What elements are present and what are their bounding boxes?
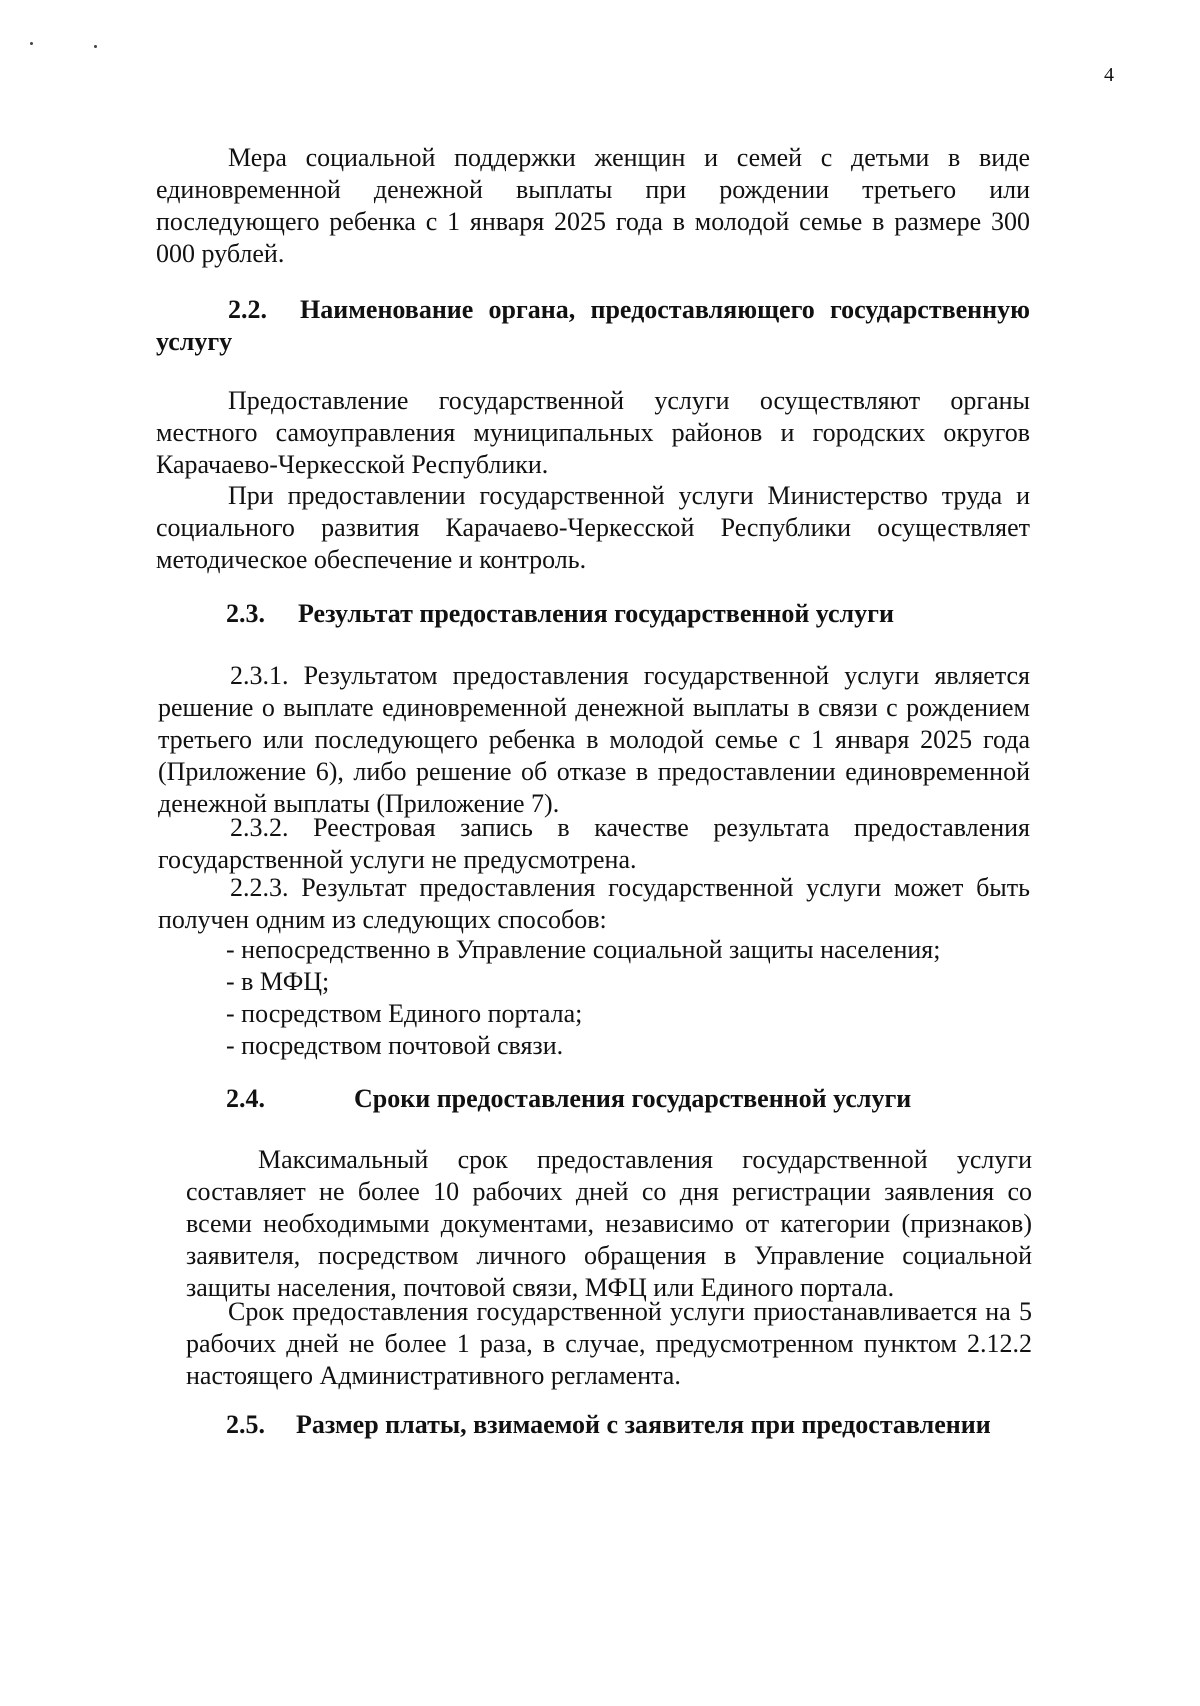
section-2-3-paragraph: 2.2.3. Результат предоставления государственной услуги может быть получен одним из следующих способов: (158, 873, 1030, 934)
section-2-3-paragraph: 2.3.2. Реестровая запись в качестве результата предоставления государственной услуги не предусмотрена. (158, 813, 1030, 874)
list-item: - посредством почтовой связи. (226, 1031, 564, 1060)
delivery-methods-list (226, 934, 1030, 1062)
scan-speck (30, 42, 33, 45)
section-title: Сроки предоставления государственной услуги (354, 1084, 912, 1113)
page-number: 4 (1104, 64, 1114, 86)
section-2-3-heading (226, 598, 1030, 630)
section-2-4-paragraph: Максимальный срок предоставления государственной услуги составляет не более 10 рабочих дней со дня регистрации заявления со всеми необходимыми документами, независимо от категории (признаков) заявителя, посредством личного обращения в Управление социальной защиты населения, почтовой связи, МФЦ или Единого портала. (186, 1145, 1032, 1302)
section-number: 2.2. (228, 295, 267, 324)
section-title: Результат предоставления государственной услуги (298, 599, 894, 628)
section-number: 2.3. (226, 599, 265, 628)
section-2-5-heading (226, 1409, 1032, 1441)
section-2-4-paragraph: Срок предоставления государственной услуги приостанавливается на 5 рабочих дней не более 1 раза, в случае, предусмотренном пунктом 2.12.2 настоящего Административного регламента. (186, 1297, 1032, 1390)
list-item: - посредством Единого портала; (226, 999, 583, 1028)
section-number: 2.5. (226, 1410, 265, 1439)
scan-speck (94, 45, 97, 48)
section-title: Наименование органа, предоставляющего государственную услугу (156, 295, 1030, 356)
list-item: - непосредственно в Управление социальной защиты населения; (226, 935, 941, 964)
section-2-4-heading (226, 1083, 1030, 1115)
section-title: Размер платы, взимаемой с заявителя при предоставлении (296, 1410, 991, 1439)
section-2-2-paragraph: Предоставление государственной услуги осуществляют органы местного самоуправления муниципальных районов и городских округов Карачаево-Черкесской Республики. (156, 386, 1030, 479)
list-item: - в МФЦ; (226, 967, 330, 996)
section-2-2-paragraph: При предоставлении государственной услуги Министерство труда и социального развития Карачаево-Черкесской Республики осуществляет методическое обеспечение и контроль. (156, 481, 1030, 574)
section-2-3-paragraph: 2.3.1. Результатом предоставления государственной услуги является решение о выплате единовременной денежной выплаты в связи с рождением третьего или последующего ребенка в молодой семье с 1 января 2025 года (Приложение 6), либо решение об отказе в предоставлении единовременной денежной выплаты (Приложение 7). (158, 661, 1030, 818)
intro-paragraph: Мера социальной поддержки женщин и семей с детьми в виде единовременной денежной выплаты при рождении третьего или последующего ребенка с 1 января 2025 года в молодой семье в размере 300 000 рублей. (156, 143, 1030, 268)
section-number: 2.4. (226, 1084, 265, 1113)
section-2-2-heading (156, 294, 1030, 358)
